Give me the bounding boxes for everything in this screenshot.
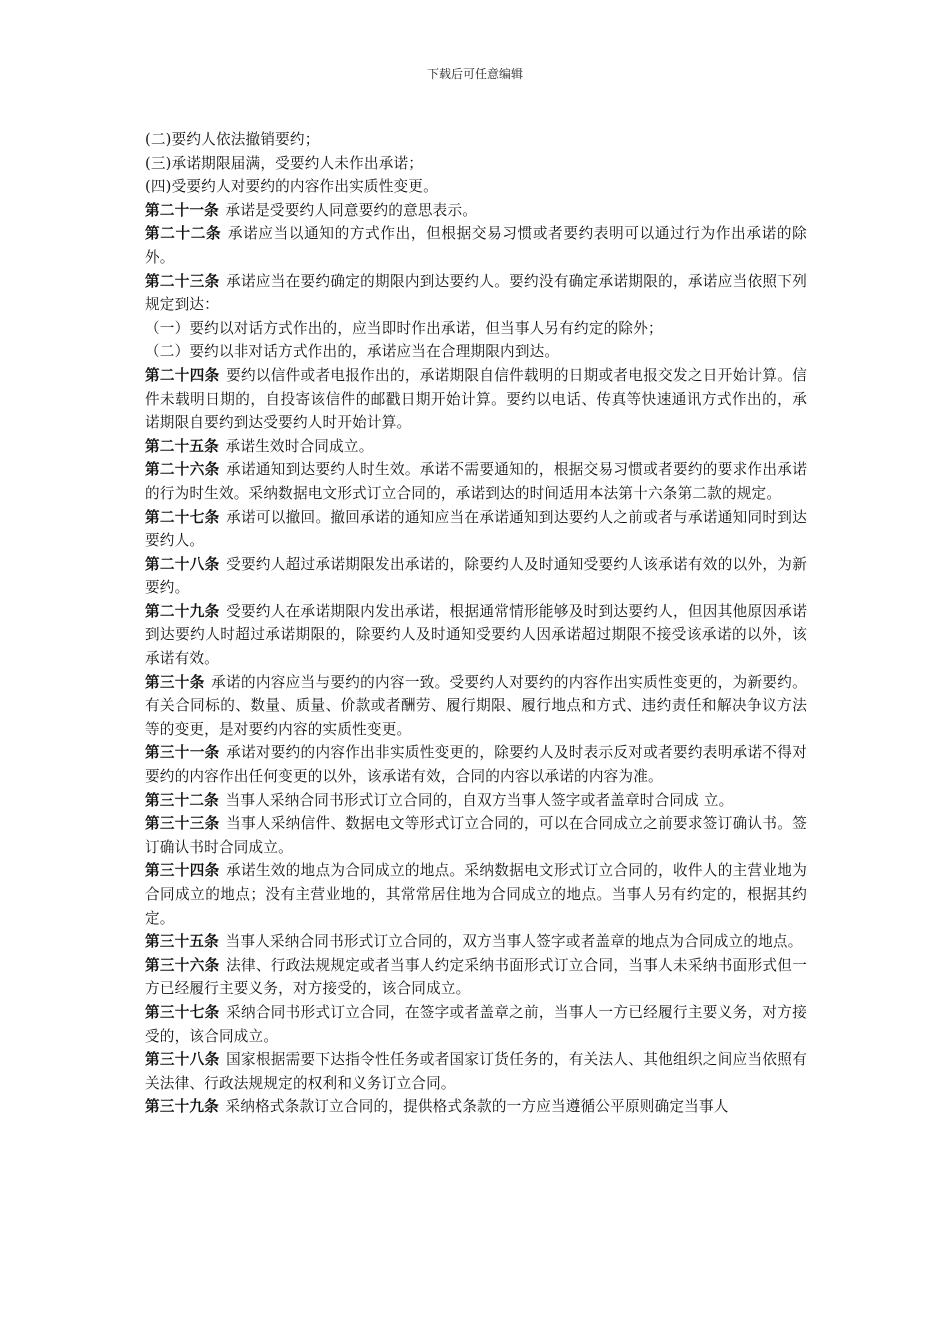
article-38 xyxy=(145,1048,807,1095)
article-number: 第二十四条 xyxy=(145,366,220,384)
sub-item: （二）要约以非对话方式作出的，承诺应当在合理期限内到达。 xyxy=(145,343,560,361)
article-text: 承诺应当在要约确定的期限内到达要约人。要约没有确定承诺期限的，承诺应当依照下列规定到达： xyxy=(145,272,807,314)
article-25 xyxy=(145,435,807,459)
article-text: 当事人采纳合同书形式订立合同的，双方当事人签字或者盖章的地点为合同成立的地点。 xyxy=(225,933,803,951)
article-number: 第二十一条 xyxy=(145,201,219,219)
article-number: 第二十九条 xyxy=(145,602,220,620)
article-39 xyxy=(145,1095,807,1119)
article-number: 第二十五条 xyxy=(145,437,219,455)
article-text: 承诺生效的地点为合同成立的地点。采纳数据电文形式订立合同的，收件人的主营业地为合同成立的地点；没有主营业地的，其常常居住地为合同成立的地点。当事人另有约定的，根据其约定。 xyxy=(145,862,807,927)
article-number: 第三十二条 xyxy=(145,791,219,809)
article-text: 承诺应当以通知的方式作出，但根据交易习惯或者要约表明可以通过行为作出承诺的除外。 xyxy=(145,225,807,266)
article-32 xyxy=(145,789,807,813)
article-21 xyxy=(145,199,807,223)
article-number: 第二十三条 xyxy=(145,272,220,290)
article-37 xyxy=(145,1001,807,1048)
list-item: (三)承诺期限届满，受要约人未作出承诺； xyxy=(145,154,424,172)
article-text: 承诺对要约的内容作出非实质性变更的，除要约人及时表示反对或者要约表明承诺不得对要约的内容作出任何变更的以外，该承诺有效，合同的内容以承诺的内容为准。 xyxy=(145,744,807,786)
article-31 xyxy=(145,741,807,788)
article-23 xyxy=(145,270,807,317)
article-number: 第二十七条 xyxy=(145,508,220,526)
article-number: 第二十八条 xyxy=(145,555,220,573)
header-text: 下载后可任意编辑 xyxy=(426,67,523,81)
article-number: 第三十七条 xyxy=(145,1003,220,1021)
article-text: 采纳格式条款订立合同的，提供格式条款的一方应当遵循公平原则确定当事人 xyxy=(225,1098,729,1116)
article-number: 第三十一条 xyxy=(145,744,220,762)
article-text: 当事人采纳信件、数据电文等形式订立合同的，可以在合同成立之前要求签订确认书。签订确认书时合同成立。 xyxy=(145,815,807,856)
article-33 xyxy=(145,812,807,859)
article-text: 当事人采纳合同书形式订立合同的，自双方当事人签字或者盖章时合同成 立。 xyxy=(225,791,734,809)
page-header xyxy=(0,66,950,82)
article-text: 承诺通知到达要约人时生效。承诺不需要通知的，根据交易习惯或者要约的要求作出承诺的行为时生效。采纳数据电文形式订立合同的，承诺到达的时间适用本法第十六条第二款的规定。 xyxy=(145,461,807,502)
article-text: 承诺是受要约人同意要约的意思表示。 xyxy=(225,201,478,219)
article-number: 第三十四条 xyxy=(145,862,220,880)
article-27 xyxy=(145,506,807,553)
article-number: 第三十八条 xyxy=(145,1051,220,1069)
article-36 xyxy=(145,954,807,1001)
list-item: (二)要约人依法撤销要约； xyxy=(145,131,320,148)
article-number: 第二十六条 xyxy=(145,461,220,479)
article-text: 承诺生效时合同成立。 xyxy=(225,437,374,455)
article-24 xyxy=(145,364,807,435)
article-number: 第二十二条 xyxy=(145,225,222,243)
article-29 xyxy=(145,600,807,671)
article-22 xyxy=(145,222,807,269)
article-number: 第三十五条 xyxy=(145,933,219,951)
article-35 xyxy=(145,930,807,954)
article-30 xyxy=(145,671,807,742)
sub-item: （一）要约以对话方式作出的，应当即时作出承诺，但当事人另有约定的除外； xyxy=(145,319,663,337)
article-number: 第三十六条 xyxy=(145,956,220,974)
article-text: 承诺的内容应当与要约的内容一致。受要约人对要约的内容作出实质性变更的，为新要约。有关合同标的、数量、质量、价款或者酬劳、履行期限、履行地点和方式、违约责任和解决争议方法等的变更，是对要约内容的实质性变更。 xyxy=(145,673,807,738)
article-28 xyxy=(145,553,807,600)
list-item: (四)受要约人对要约的内容作出实质性变更。 xyxy=(145,178,438,196)
article-26 xyxy=(145,458,807,505)
article-text: 采纳合同书形式订立合同，在签字或者盖章之前，当事人一方已经履行主要义务，对方接受的，该合同成立。 xyxy=(145,1003,807,1045)
article-text: 法律、行政法规规定或者当事人约定采纳书面形式订立合同，当事人未采纳书面形式但一方已经履行主要义务，对方接受的，该合同成立。 xyxy=(145,956,807,998)
article-number: 第三十三条 xyxy=(145,815,220,833)
article-text: 承诺可以撤回。撤回承诺的通知应当在承诺通知到达要约人之前或者与承诺通知同时到达要约人。 xyxy=(145,508,807,550)
article-text: 国家根据需要下达指令性任务或者国家订货任务的，有关法人、其他组织之间应当依照有关法律、行政法规规定的权利和义务订立合同。 xyxy=(145,1051,807,1092)
article-text: 受要约人超过承诺期限发出承诺的，除要约人及时通知受要约人该承诺有效的以外，为新要约。 xyxy=(145,555,807,597)
article-number: 第三十条 xyxy=(145,673,205,691)
article-text: 要约以信件或者电报作出的，承诺期限自信件载明的日期或者电报交发之日开始计算。信件未载明日期的，自投寄该信件的邮戳日期开始计算。要约以电话、传真等快速通讯方式作出的，承诺期限自要约到达受要约人时开始计算。 xyxy=(145,366,807,432)
article-34 xyxy=(145,859,807,930)
article-number: 第三十九条 xyxy=(145,1098,219,1116)
document-body xyxy=(145,128,807,1119)
article-text: 受要约人在承诺期限内发出承诺，根据通常情形能够及时到达要约人，但因其他原因承诺到达要约人时超过承诺期限的，除要约人及时通知受要约人因承诺超过期限不接受该承诺的以外，该承诺有效。 xyxy=(145,602,807,668)
